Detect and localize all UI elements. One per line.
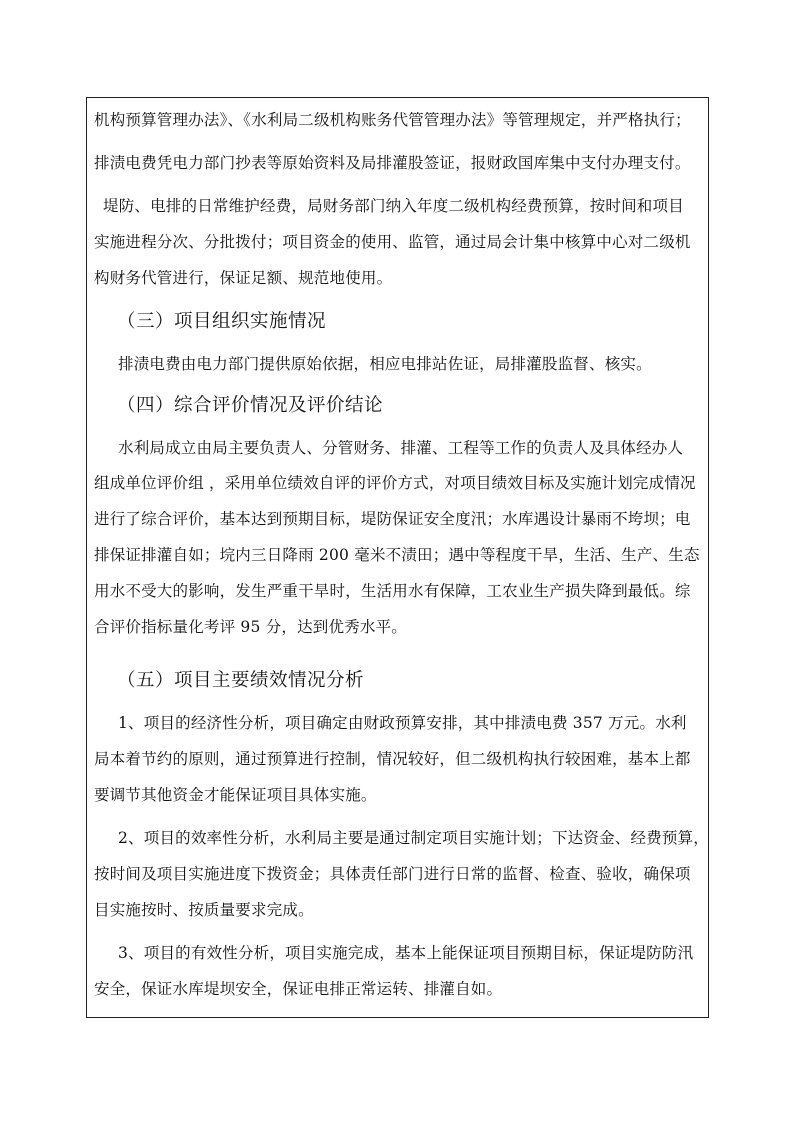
paragraph-line: 用水不受大的影响，发生严重干旱时，生活用水有保障，工农业生产损失降到最低。综 [94, 582, 691, 600]
paragraph-line: 目实施按时、按质量要求完成。 [94, 901, 314, 919]
paragraph-line: 1、项目的经济性分析，项目确定由财政预算安排，其中排渍电费 357 万元。水利 [118, 714, 687, 732]
paragraph-line: 合评价指标量化考评 95 分，达到优秀水平。 [94, 618, 407, 636]
paragraph-line: 组成单位评价组 ，采用单位绩效自评的评价方式，对项目绩效目标及实施计划完成情况 [94, 474, 696, 492]
paragraph-line: 排渍电费由电力部门提供原始依据，相应电排站佐证，局排灌股监督、核实。 [118, 355, 652, 373]
section-heading: （三）项目组织实施情况 [117, 311, 327, 332]
paragraph-line: 堤防、电排的日常维护经费，局财务部门纳入年度二级机构经费预算，按时间和项目 [103, 197, 684, 215]
paragraph-line: 2、项目的效率性分析，水利局主要是通过制定项目实施计划；下达资金、经费预算， [118, 829, 709, 847]
paragraph-line: 要调节其他资金才能保证项目具体实施。 [94, 786, 377, 804]
paragraph-line: 构财务代管进行，保证足额、规范地使用。 [94, 269, 393, 287]
section-heading: （五）项目主要绩效情况分析 [117, 670, 365, 691]
paragraph-line: 排保证排灌自如；垸内三日降雨 200 毫米不渍田；遇中等程度干旱，生活、生产、生态 [94, 546, 700, 564]
paragraph-line: 机构预算管理办法》、《水利局二级机构账务代管管理办法》等管理规定，并严格执行； [94, 111, 691, 129]
paragraph-line: 实施进程分次、分批拨付；项目资金的使用、监管，通过局会计集中核算中心对二级机 [94, 233, 691, 251]
paragraph-line: 进行了综合评价，基本达到预期目标，堤防保证安全度汛；水库遇设计暴雨不垮坝；电 [94, 510, 691, 528]
paragraph-line: 局本着节约的原则，通过预算进行控制，情况较好，但二级机构执行较困难，基本上都 [94, 750, 691, 768]
paragraph-line: 水利局成立由局主要负责人、分管财务、排灌、工程等工作的负责人及具体经办人 [118, 439, 684, 457]
paragraph-line: 安全，保证水库堤坝安全，保证电排正常运转、排灌自如。 [94, 980, 503, 998]
paragraph-line: 按时间及项目实施进度下拨资金；具体责任部门进行日常的监督、检查、验收，确保项 [94, 865, 691, 883]
section-heading: （四）综合评价情况及评价结论 [117, 395, 384, 416]
paragraph-line: 排渍电费凭电力部门抄表等原始资料及局排灌股签证，报财政国库集中支付办理支付。 [94, 154, 691, 172]
paragraph-line: 3、项目的有效性分析，项目实施完成，基本上能保证项目预期目标，保证堤防防汛 [118, 944, 694, 962]
